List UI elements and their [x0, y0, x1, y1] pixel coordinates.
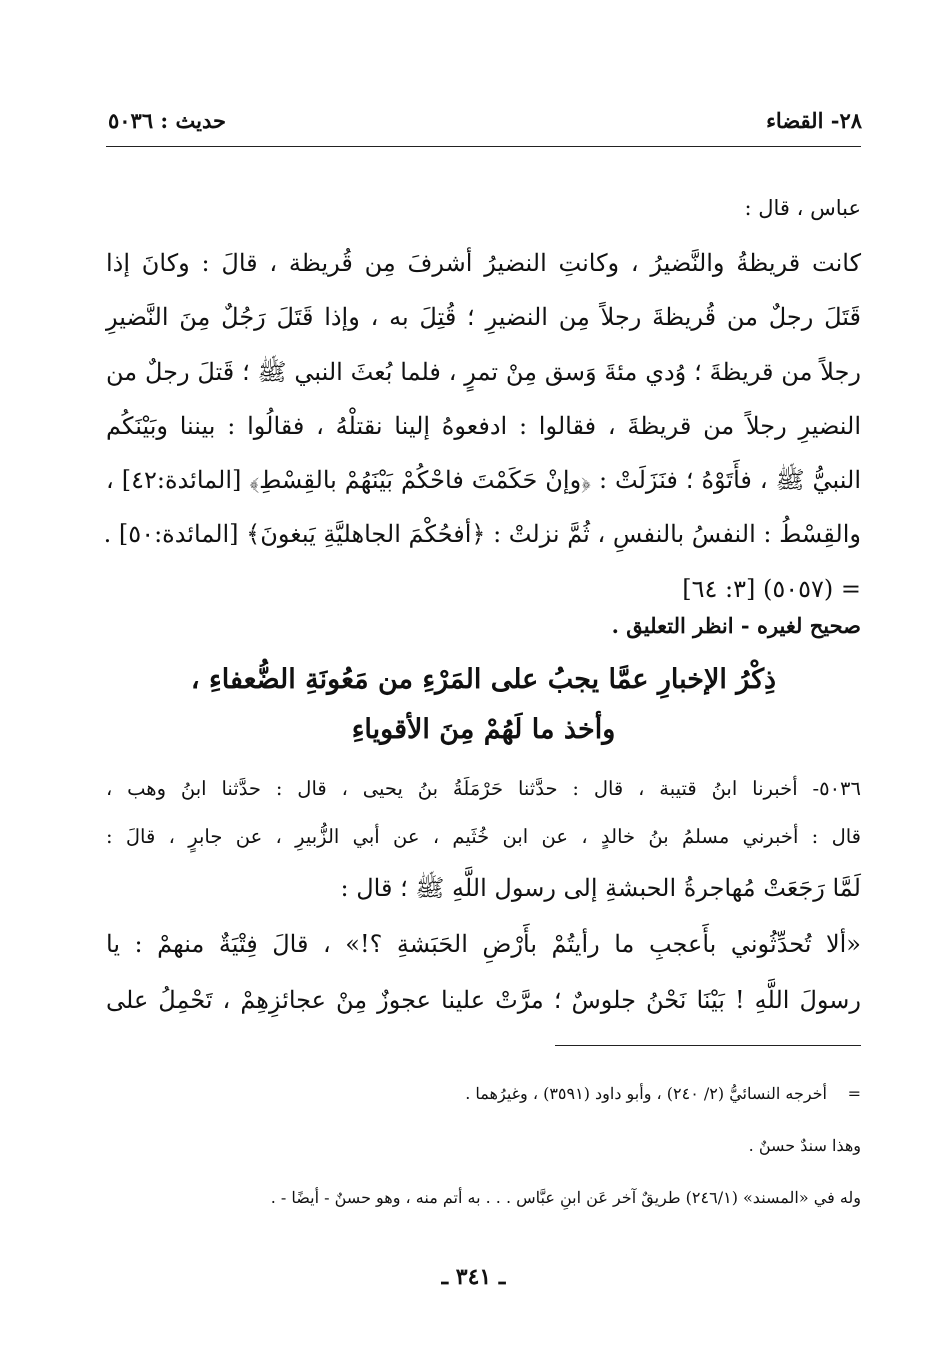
grading-note: صحيح لغيره - انظر التعليق .	[611, 613, 861, 638]
footnote-line: وهذا سندٌ حسنٌ .	[748, 1136, 861, 1155]
chapter-title-line1: ذِكْرُ الإخبارِ عمَّا يجبُ على المَرْءِ من مَعُونَةِ الضُّعفاءِ ،	[190, 664, 777, 695]
body-line: كانت قريظةُ والنَّضيرُ ، وكانتِ النضيرُ أشرفَ مِن قُريظة ، قالَ : وكانَ إذا	[106, 249, 862, 277]
hadith-line: «ألا تُحدِّثُوني بأَعجبِ ما رأيتُمْ بأَرْضِ الحَبَشةِ ؟!» ، قالَ فِتْيَةٌ منهمْ : يا	[106, 930, 861, 958]
footnote-rule	[555, 1045, 861, 1046]
isnad	[106, 765, 861, 861]
body-text	[103, 236, 862, 616]
body-line-reference: = (٥٠٥٧) [٣: ٦٤]	[682, 574, 861, 603]
body-line: النضيرِ رجلاً من قريظةَ ، فقالوا : ادفعوهُ إلينا نقتلْهُ ، فقالُوا : بيننا وبَيْنَكُم	[106, 411, 861, 440]
chapter-title	[106, 655, 861, 755]
lead-line: عباس ، قال :	[744, 196, 861, 220]
running-header-hadith-ref: حديث : ٥٠٣٦	[108, 108, 226, 133]
body-line: النبيُّ ﷺ ، فأَتَوْهُ ؛ فنَزَلَتْ : ﴿وإنْ حَكَمْتَ فاحْكُمْ بَيْنَهُمْ بالقِسْطِ﴾ [المائدة:٤٢] ،	[106, 466, 861, 495]
footnote-continuation-mark: =	[847, 1084, 861, 1103]
hadith-text	[106, 860, 861, 1028]
page-number: ـ ٣٤١ ـ	[441, 1264, 506, 1290]
isnad-line: قال : أخبرني مسلمُ بنُ خالدٍ ، عن ابن خُثَيم ، عن أبي الزُّبيرِ ، عن جابرٍ ، قالَ :	[106, 825, 861, 848]
hadith-line: رسولَ اللَّهِ ! بَيْنَا نَحْنُ جلوسٌ ؛ مرَّتْ علينا عجوزٌ مِنْ عجائزِهِمْ ، تَحْمِلُ على	[106, 986, 861, 1014]
header-rule	[106, 146, 861, 147]
body-line: قَتَلَ رجلٌ من قُريظةَ رجلاً مِن النضيرِ ؛ قُتِلَ به ، وإذا قَتَلَ رَجُلٌ مِنَ النَّضيرِ	[106, 303, 862, 332]
body-line: رجلاً من قريظةَ ؛ وُدي مئةَ وَسق مِنْ تمرٍ ، فلما بُعثَ النبي ﷺ ؛ قَتلَ رجلٌ من	[106, 357, 861, 386]
running-header-chapter: ٢٨- القضاء	[766, 108, 862, 133]
hadith-line: لَمَّا رَجَعَتْ مُهاجرةُ الحبشةِ إلى رسول اللَّهِ ﷺ ؛ قال :	[340, 874, 861, 902]
footnote-line: وله في «المسند» (٢٤٦/١) طريقٌ آخر عَن ابنِ عبَّاس . . . به أتم منه ، وهو حسنٌ - أيضًا - .	[270, 1188, 861, 1207]
isnad-line: ٥٠٣٦- أخبرنا ابنُ قتيبة ، قال : حدَّثنا حَرْمَلَةُ بنُ يحيى ، قال : حدَّثنا ابنُ وهب ،	[106, 777, 861, 800]
chapter-title-line2: وأخذ ما لَهُمْ مِنَ الأقوياءِ	[351, 714, 616, 745]
body-line: والقِسْطُ : النفسُ بالنفسِ ، ثُمَّ نزلتْ : ﴿أفحُكْمَ الجاهليَّةِ يَبغونَ﴾ [المائدة:٥٠] .	[103, 520, 861, 549]
footnote-line: أخرجه النسائيُّ (٢/ ٢٤٠) ، وأبو داود (٣٥٩١) ، وغيرُهما .	[465, 1084, 827, 1103]
